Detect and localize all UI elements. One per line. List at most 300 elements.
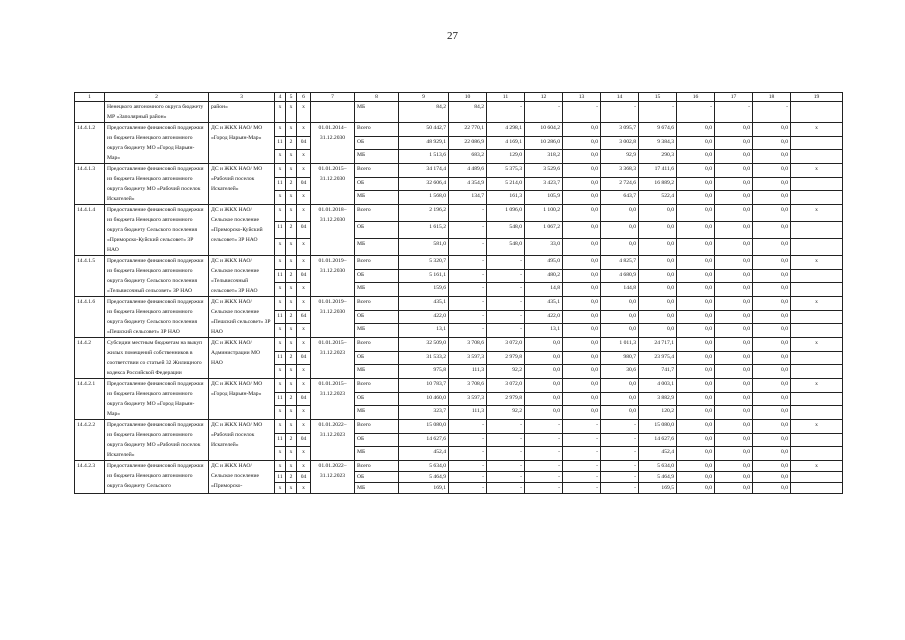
item-executor: ДС и ЖКХ НАО/ МО «Город Нарьян-Мар» bbox=[209, 123, 275, 164]
amount-cell: - bbox=[487, 102, 525, 123]
amount-cell: 0,0 bbox=[563, 297, 601, 311]
column-19-cell bbox=[791, 136, 843, 150]
column-19-cell bbox=[791, 324, 843, 338]
amount-cell: 0,0 bbox=[753, 406, 791, 420]
budget-code-cell: х bbox=[297, 256, 311, 270]
amount-cell: 0,0 bbox=[753, 283, 791, 297]
amount-cell: - bbox=[525, 102, 563, 123]
amount-cell: 0,0 bbox=[753, 392, 791, 406]
column-number: 9 bbox=[399, 93, 449, 102]
amount-cell: - bbox=[487, 283, 525, 297]
budget-code-cell: 64 bbox=[297, 310, 311, 324]
amount-cell: 0,0 bbox=[753, 269, 791, 283]
column-19-cell bbox=[791, 269, 843, 283]
amount-cell: 0,0 bbox=[753, 420, 791, 434]
amount-cell: 0,0 bbox=[639, 239, 677, 256]
budget-code-cell: х bbox=[297, 406, 311, 420]
column-number: 11 bbox=[487, 93, 525, 102]
amount-cell: 0,0 bbox=[563, 324, 601, 338]
amount-cell: 0,0 bbox=[563, 269, 601, 283]
budget-code-cell: 11 bbox=[275, 310, 286, 324]
budget-code-cell: х bbox=[275, 102, 286, 123]
amount-cell: 0,0 bbox=[753, 461, 791, 472]
amount-cell: 1 615,2 bbox=[399, 222, 449, 239]
budget-code-cell: х bbox=[286, 461, 297, 472]
item-executor: ДС и ЖКХ НАО/ МО «Рабочий поселок Искателей» bbox=[209, 164, 275, 205]
funding-source: Всего bbox=[355, 297, 399, 311]
amount-cell: 0,0 bbox=[563, 379, 601, 393]
amount-cell: 0,0 bbox=[601, 379, 639, 393]
amount-cell: - bbox=[601, 433, 639, 447]
column-19-cell: х bbox=[791, 256, 843, 270]
column-number: 13 bbox=[563, 93, 601, 102]
column-number: 17 bbox=[715, 93, 753, 102]
amount-cell: - bbox=[487, 269, 525, 283]
item-name: Предоставление финансовой поддержки из бюджета Ненецкого автономного округа бюджету МО «Рабочий поселок Искателей» bbox=[105, 420, 209, 461]
funding-source: ОБ bbox=[355, 136, 399, 150]
budget-code-cell: 2 bbox=[286, 433, 297, 447]
amount-cell: 15 080,0 bbox=[399, 420, 449, 434]
amount-cell: 0,0 bbox=[715, 324, 753, 338]
column-number: 10 bbox=[449, 93, 487, 102]
funding-source: МБ bbox=[355, 283, 399, 297]
amount-cell: 0,0 bbox=[753, 256, 791, 270]
amount-cell: - bbox=[601, 447, 639, 461]
amount-cell: 0,0 bbox=[753, 297, 791, 311]
amount-cell: 5 464,9 bbox=[399, 472, 449, 483]
funding-source: Всего bbox=[355, 461, 399, 472]
budget-code-cell: х bbox=[286, 379, 297, 393]
amount-cell: - bbox=[601, 472, 639, 483]
amount-cell: 33,0 bbox=[525, 239, 563, 256]
amount-cell: 134,7 bbox=[449, 191, 487, 205]
budget-code-cell: х bbox=[275, 406, 286, 420]
item-code: 14.4.1.4 bbox=[75, 205, 105, 256]
column-19-cell bbox=[791, 310, 843, 324]
column-19-cell: х bbox=[791, 164, 843, 178]
amount-cell: 0,0 bbox=[677, 392, 715, 406]
column-number: 4 bbox=[275, 93, 286, 102]
item-executor: ДС и ЖКХ НАО/ Сельское поселение «Приморско- bbox=[209, 461, 275, 494]
amount-cell: 0,0 bbox=[753, 472, 791, 483]
amount-cell: - bbox=[563, 483, 601, 494]
amount-cell: 0,0 bbox=[753, 150, 791, 164]
amount-cell: - bbox=[449, 324, 487, 338]
amount-cell: 0,0 bbox=[715, 447, 753, 461]
amount-cell: 3 882,9 bbox=[639, 392, 677, 406]
amount-cell: 741,7 bbox=[639, 365, 677, 379]
amount-cell: 0,0 bbox=[753, 338, 791, 352]
amount-cell: 5 634,0 bbox=[399, 461, 449, 472]
amount-cell: - bbox=[525, 447, 563, 461]
column-number: 1 bbox=[75, 93, 105, 102]
amount-cell: 0,0 bbox=[525, 379, 563, 393]
amount-cell: 31 533,2 bbox=[399, 351, 449, 365]
funding-source: Всего bbox=[355, 256, 399, 270]
amount-cell: 0,0 bbox=[715, 191, 753, 205]
amount-cell: - bbox=[487, 483, 525, 494]
amount-cell: 0,0 bbox=[677, 150, 715, 164]
budget-code-cell: 04 bbox=[297, 472, 311, 483]
amount-cell: 0,0 bbox=[601, 239, 639, 256]
budget-code-cell: 04 bbox=[297, 269, 311, 283]
funding-source: МБ bbox=[355, 365, 399, 379]
budget-code-cell: 2 bbox=[286, 222, 297, 239]
budget-code-cell: 2 bbox=[286, 351, 297, 365]
page-number: 27 bbox=[447, 30, 458, 42]
amount-cell: 683,2 bbox=[449, 150, 487, 164]
item-period: 01.01.2022– 31.12.2023 bbox=[311, 420, 355, 461]
column-number: 15 bbox=[639, 93, 677, 102]
amount-cell: 4 825,7 bbox=[601, 256, 639, 270]
budget-code-cell: х bbox=[275, 324, 286, 338]
item-period: 01.01.2022– 31.12.2023 bbox=[311, 461, 355, 494]
amount-cell: 548,0 bbox=[487, 239, 525, 256]
amount-cell: 0,0 bbox=[677, 136, 715, 150]
item-name: Предоставление финансовой поддержки из бюджета Ненецкого автономного округа бюджету МО «Рабочий поселок Искателей» bbox=[105, 164, 209, 205]
amount-cell: - bbox=[601, 420, 639, 434]
budget-code-cell: х bbox=[275, 420, 286, 434]
column-number: 5 bbox=[286, 93, 297, 102]
budget-code-cell: х bbox=[286, 123, 297, 137]
amount-cell: 10 460,0 bbox=[399, 392, 449, 406]
funding-source: МБ bbox=[355, 447, 399, 461]
amount-cell: 34 174,4 bbox=[399, 164, 449, 178]
amount-cell: 14 627,6 bbox=[399, 433, 449, 447]
amount-cell: 480,2 bbox=[525, 269, 563, 283]
amount-cell: 0,0 bbox=[639, 222, 677, 239]
amount-cell: 0,0 bbox=[639, 205, 677, 222]
amount-cell: 3 708,6 bbox=[449, 379, 487, 393]
amount-cell: 0,0 bbox=[715, 283, 753, 297]
amount-cell: 0,0 bbox=[525, 351, 563, 365]
column-number: 19 bbox=[791, 93, 843, 102]
item-code: 14.4.1.5 bbox=[75, 256, 105, 297]
table-row bbox=[75, 338, 843, 352]
amount-cell: - bbox=[525, 472, 563, 483]
amount-cell: 0,0 bbox=[753, 310, 791, 324]
funding-source: Всего bbox=[355, 420, 399, 434]
amount-cell: - bbox=[487, 433, 525, 447]
amount-cell: 323,7 bbox=[399, 406, 449, 420]
table-row bbox=[75, 205, 843, 222]
budget-code-cell: 04 bbox=[297, 222, 311, 239]
table-row bbox=[75, 379, 843, 393]
amount-cell: - bbox=[449, 239, 487, 256]
column-19-cell bbox=[791, 433, 843, 447]
amount-cell: 84,2 bbox=[399, 102, 449, 123]
amount-cell: 452,4 bbox=[639, 447, 677, 461]
budget-code-cell: х bbox=[297, 205, 311, 222]
budget-code-cell: х bbox=[275, 379, 286, 393]
amount-cell: 0,0 bbox=[677, 365, 715, 379]
budget-code-cell: 11 bbox=[275, 136, 286, 150]
budget-code-cell: 11 bbox=[275, 177, 286, 191]
budget-code-cell: х bbox=[297, 420, 311, 434]
amount-cell: - bbox=[487, 297, 525, 311]
table-row bbox=[75, 420, 843, 434]
funding-source: Всего bbox=[355, 164, 399, 178]
budget-code-cell: х bbox=[286, 324, 297, 338]
item-code: 14.4.1.3 bbox=[75, 164, 105, 205]
amount-cell: - bbox=[487, 447, 525, 461]
funding-source: ОБ bbox=[355, 392, 399, 406]
amount-cell: 161,3 bbox=[487, 191, 525, 205]
budget-code-cell: х bbox=[275, 256, 286, 270]
amount-cell: 159,6 bbox=[399, 283, 449, 297]
item-period: 01.01.2019– 31.12.2030 bbox=[311, 297, 355, 338]
item-name: Предоставление финансовой поддержки из бюджета Ненецкого автономного округа бюджету Сельского bbox=[105, 461, 209, 494]
amount-cell: - bbox=[563, 447, 601, 461]
column-19-cell: х bbox=[791, 338, 843, 352]
amount-cell: - bbox=[449, 310, 487, 324]
amount-cell: 5 214,0 bbox=[487, 177, 525, 191]
amount-cell: 495,0 bbox=[525, 256, 563, 270]
amount-cell: 32 509,0 bbox=[399, 338, 449, 352]
amount-cell: 0,0 bbox=[525, 365, 563, 379]
amount-cell: 0,0 bbox=[677, 433, 715, 447]
budget-code-cell: х bbox=[286, 483, 297, 494]
amount-cell: 0,0 bbox=[715, 483, 753, 494]
budget-code-cell: х bbox=[275, 297, 286, 311]
amount-cell: 0,0 bbox=[753, 483, 791, 494]
amount-cell: 0,0 bbox=[715, 338, 753, 352]
amount-cell: 581,0 bbox=[399, 239, 449, 256]
amount-cell: 111,3 bbox=[449, 406, 487, 420]
amount-cell: 2 724,6 bbox=[601, 177, 639, 191]
amount-cell: - bbox=[449, 420, 487, 434]
amount-cell: 0,0 bbox=[601, 324, 639, 338]
amount-cell: 5 464,9 bbox=[639, 472, 677, 483]
amount-cell: 84,2 bbox=[449, 102, 487, 123]
amount-cell: 0,0 bbox=[677, 123, 715, 137]
amount-cell: 0,0 bbox=[715, 239, 753, 256]
column-19-cell bbox=[791, 351, 843, 365]
funding-source: МБ bbox=[355, 324, 399, 338]
amount-cell: - bbox=[449, 269, 487, 283]
amount-cell: 169,5 bbox=[639, 483, 677, 494]
amount-cell: 3 597,3 bbox=[449, 392, 487, 406]
item-name: Предоставление финансовой поддержки из бюджета Ненецкого автономного округа бюджету Сельского поселения «Тельвисочный сельсовет» ЗР НАО bbox=[105, 256, 209, 297]
amount-cell: 10 783,7 bbox=[399, 379, 449, 393]
column-19-cell: х bbox=[791, 420, 843, 434]
budget-code-cell: х bbox=[297, 338, 311, 352]
amount-cell: 32 606,4 bbox=[399, 177, 449, 191]
budget-code-cell: х bbox=[275, 164, 286, 178]
amount-cell: - bbox=[449, 222, 487, 239]
budget-code-cell: х bbox=[297, 191, 311, 205]
amount-cell: 0,0 bbox=[753, 365, 791, 379]
amount-cell: 5 634,0 bbox=[639, 461, 677, 472]
amount-cell: 0,0 bbox=[715, 123, 753, 137]
budget-code-cell: х bbox=[286, 102, 297, 123]
budget-code-cell: 2 bbox=[286, 136, 297, 150]
column-19-cell bbox=[791, 483, 843, 494]
amount-cell: 0,0 bbox=[753, 239, 791, 256]
amount-cell: 0,0 bbox=[715, 269, 753, 283]
amount-cell: - bbox=[601, 461, 639, 472]
budget-code-cell: х bbox=[297, 447, 311, 461]
funding-source: ОБ bbox=[355, 177, 399, 191]
amount-cell: 13,1 bbox=[399, 324, 449, 338]
item-period: 01.01.2019– 31.12.2030 bbox=[311, 256, 355, 297]
amount-cell: 0,0 bbox=[715, 256, 753, 270]
budget-code-cell: х bbox=[297, 461, 311, 472]
funding-source: МБ bbox=[355, 483, 399, 494]
amount-cell: 9 674,6 bbox=[639, 123, 677, 137]
amount-cell: 1 067,2 bbox=[525, 222, 563, 239]
amount-cell: 14 627,6 bbox=[639, 433, 677, 447]
amount-cell: 0,0 bbox=[563, 406, 601, 420]
amount-cell: 3 072,0 bbox=[487, 338, 525, 352]
amount-cell: 0,0 bbox=[677, 351, 715, 365]
budget-code-cell: х bbox=[275, 461, 286, 472]
amount-cell: 0,0 bbox=[563, 392, 601, 406]
budget-code-cell: 04 bbox=[297, 392, 311, 406]
budget-code-cell: х bbox=[297, 297, 311, 311]
budget-code-cell: х bbox=[286, 150, 297, 164]
column-19-cell bbox=[791, 150, 843, 164]
amount-cell: 0,0 bbox=[753, 164, 791, 178]
column-number: 14 bbox=[601, 93, 639, 102]
amount-cell: 0,0 bbox=[677, 420, 715, 434]
amount-cell: 1 011,3 bbox=[601, 338, 639, 352]
budget-code-cell: х bbox=[286, 420, 297, 434]
amount-cell: 3 095,7 bbox=[601, 123, 639, 137]
amount-cell: 0,0 bbox=[563, 310, 601, 324]
amount-cell: 643,7 bbox=[601, 191, 639, 205]
amount-cell: 0,0 bbox=[601, 406, 639, 420]
column-19-cell bbox=[791, 222, 843, 239]
amount-cell: 0,0 bbox=[563, 222, 601, 239]
budget-code-cell: х bbox=[286, 297, 297, 311]
amount-cell: 0,0 bbox=[715, 472, 753, 483]
amount-cell: 0,0 bbox=[715, 351, 753, 365]
amount-cell: 0,0 bbox=[677, 324, 715, 338]
item-code: 14.4.1.6 bbox=[75, 297, 105, 338]
budget-code-cell: 2 bbox=[286, 392, 297, 406]
funding-source: ОБ bbox=[355, 351, 399, 365]
item-name: Предоставление финансовой поддержки из бюджета Ненецкого автономного округа бюджету Сельского поселения «Пешский сельсовет» ЗР НАО bbox=[105, 297, 209, 338]
amount-cell: 0,0 bbox=[677, 379, 715, 393]
amount-cell: 0,0 bbox=[601, 205, 639, 222]
amount-cell: 0,0 bbox=[715, 379, 753, 393]
column-number: 6 bbox=[297, 93, 311, 102]
amount-cell: - bbox=[563, 472, 601, 483]
amount-cell: 422,0 bbox=[525, 310, 563, 324]
column-number: 7 bbox=[311, 93, 355, 102]
budget-code-cell: 04 bbox=[297, 136, 311, 150]
amount-cell: 3 529,6 bbox=[525, 164, 563, 178]
amount-cell: 0,0 bbox=[715, 136, 753, 150]
column-number-row bbox=[75, 93, 843, 102]
budget-code-cell: 11 bbox=[275, 472, 286, 483]
amount-cell: - bbox=[525, 420, 563, 434]
column-number: 8 bbox=[355, 93, 399, 102]
funding-source: Всего bbox=[355, 338, 399, 352]
amount-cell: - bbox=[487, 310, 525, 324]
amount-cell: 0,0 bbox=[677, 461, 715, 472]
amount-cell: 0,0 bbox=[753, 433, 791, 447]
table-row bbox=[75, 297, 843, 311]
amount-cell: 92,9 bbox=[601, 150, 639, 164]
funding-source: Всего bbox=[355, 379, 399, 393]
amount-cell: 0,0 bbox=[639, 324, 677, 338]
amount-cell: 4 489,6 bbox=[449, 164, 487, 178]
column-number: 18 bbox=[753, 93, 791, 102]
amount-cell: 15 080,0 bbox=[639, 420, 677, 434]
amount-cell: 1 096,0 bbox=[487, 205, 525, 222]
item-code: 14.4.2.2 bbox=[75, 420, 105, 461]
amount-cell: 0,0 bbox=[753, 205, 791, 222]
amount-cell: 22 086,9 bbox=[449, 136, 487, 150]
item-executor: ДС и ЖКХ НАО/ Сельское поселение «Приморско-Куйский сельсовет» ЗР НАО bbox=[209, 205, 275, 256]
amount-cell: 0,0 bbox=[715, 297, 753, 311]
amount-cell: - bbox=[449, 256, 487, 270]
amount-cell: 48 929,1 bbox=[399, 136, 449, 150]
amount-cell: - bbox=[563, 461, 601, 472]
amount-cell: 3 423,7 bbox=[525, 177, 563, 191]
budget-code-cell: х bbox=[297, 324, 311, 338]
amount-cell: 980,7 bbox=[601, 351, 639, 365]
budget-code-cell: х bbox=[286, 283, 297, 297]
amount-cell: 452,4 bbox=[399, 447, 449, 461]
funding-source: ОБ bbox=[355, 472, 399, 483]
item-executor: ДС и ЖКХ НАО/ Администрации МО НАО bbox=[209, 338, 275, 379]
item-period bbox=[311, 102, 355, 123]
amount-cell: 435,1 bbox=[399, 297, 449, 311]
amount-cell: 0,0 bbox=[677, 205, 715, 222]
amount-cell: 0,0 bbox=[563, 136, 601, 150]
amount-cell: 0,0 bbox=[677, 239, 715, 256]
amount-cell: 0,0 bbox=[677, 297, 715, 311]
amount-cell: 17 411,6 bbox=[639, 164, 677, 178]
amount-cell: 0,0 bbox=[639, 297, 677, 311]
amount-cell: 2 979,8 bbox=[487, 392, 525, 406]
budget-code-cell: х bbox=[286, 164, 297, 178]
amount-cell: 24 717,1 bbox=[639, 338, 677, 352]
amount-cell: 435,1 bbox=[525, 297, 563, 311]
amount-cell: 0,0 bbox=[753, 447, 791, 461]
amount-cell: 111,3 bbox=[449, 365, 487, 379]
item-name: Предоставление финансовой поддержки из бюджета Ненецкого автономного округа бюджету МО «Город Нарьян-Мар» bbox=[105, 123, 209, 164]
amount-cell: 5 161,1 bbox=[399, 269, 449, 283]
amount-cell: 4 003,1 bbox=[639, 379, 677, 393]
funding-source: МБ bbox=[355, 150, 399, 164]
amount-cell: - bbox=[449, 297, 487, 311]
amount-cell: 0,0 bbox=[601, 297, 639, 311]
budget-code-cell: х bbox=[297, 365, 311, 379]
table-row bbox=[75, 256, 843, 270]
amount-cell: - bbox=[525, 433, 563, 447]
budget-code-cell: х bbox=[275, 447, 286, 461]
budget-code-cell: х bbox=[275, 239, 286, 256]
amount-cell: - bbox=[563, 102, 601, 123]
amount-cell: - bbox=[639, 102, 677, 123]
amount-cell: 0,0 bbox=[677, 310, 715, 324]
column-19-cell bbox=[791, 365, 843, 379]
amount-cell: 13,1 bbox=[525, 324, 563, 338]
amount-cell: - bbox=[563, 420, 601, 434]
funding-source: ОБ bbox=[355, 433, 399, 447]
amount-cell: - bbox=[601, 483, 639, 494]
budget-code-cell: х bbox=[286, 191, 297, 205]
amount-cell: 9 384,3 bbox=[639, 136, 677, 150]
amount-cell: 0,0 bbox=[677, 177, 715, 191]
amount-cell: 144,8 bbox=[601, 283, 639, 297]
amount-cell: 0,0 bbox=[601, 310, 639, 324]
budget-code-cell: 2 bbox=[286, 177, 297, 191]
